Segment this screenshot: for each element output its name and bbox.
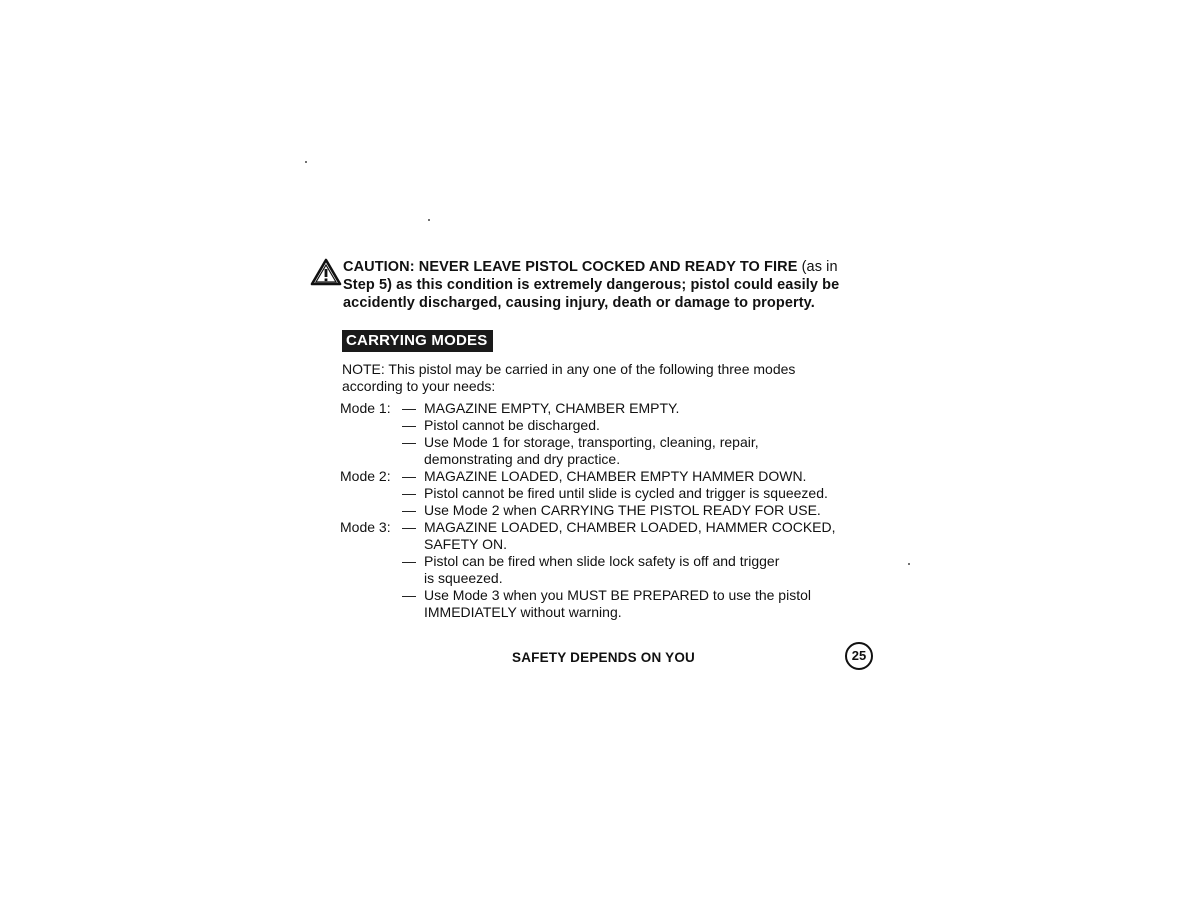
dash-bullet: — <box>402 519 416 535</box>
note-line: NOTE: This pistol may be carried in any one of the following three modes <box>342 361 796 377</box>
note-paragraph <box>342 361 862 395</box>
dash-bullet: — <box>402 587 416 603</box>
mode-label: Mode 2: <box>340 468 391 484</box>
dash-bullet: — <box>402 434 416 450</box>
note-line: according to your needs: <box>342 378 496 394</box>
item-line: MAGAZINE LOADED, CHAMBER EMPTY HAMMER DOWN. <box>424 468 807 484</box>
footer-text: SAFETY DEPENDS ON YOU <box>512 650 695 665</box>
mode-label: Mode 1: <box>340 400 391 416</box>
scan-speck <box>908 563 910 565</box>
caution-line: CAUTION: NEVER LEAVE PISTOL COCKED AND READY TO FIRE (as in <box>343 259 838 275</box>
item-line: is squeezed. <box>424 570 503 586</box>
caution-line: Step 5) as this condition is extremely dangerous; pistol could easily be <box>343 277 840 293</box>
mode-items <box>402 468 900 519</box>
item-line: Pistol cannot be fired until slide is cycled and trigger is squeezed. <box>424 485 828 501</box>
item-line: MAGAZINE LOADED, CHAMBER LOADED, HAMMER COCKED, <box>424 519 836 535</box>
scan-speck <box>428 219 430 221</box>
list-item <box>402 553 900 587</box>
caution-text <box>310 258 880 312</box>
mode-entry <box>340 468 900 519</box>
item-line: demonstrating and dry practice. <box>424 451 621 467</box>
page-number: 25 <box>845 642 873 670</box>
section-heading: CARRYING MODES <box>342 330 493 352</box>
item-line: IMMEDIATELY without warning. <box>424 604 622 620</box>
caution-line: accidently discharged, causing injury, death or damage to property. <box>343 295 815 311</box>
item-line: Pistol can be fired when slide lock safety is off and trigger <box>424 553 780 569</box>
list-item <box>402 485 900 502</box>
dash-bullet: — <box>402 400 416 416</box>
mode-entry <box>340 400 900 468</box>
modes-list <box>340 400 900 621</box>
warning-triangle-icon <box>310 258 342 286</box>
dash-bullet: — <box>402 417 416 433</box>
dash-bullet: — <box>402 485 416 501</box>
list-item <box>402 400 900 417</box>
mode-items <box>402 400 900 468</box>
item-line: MAGAZINE EMPTY, CHAMBER EMPTY. <box>424 400 680 416</box>
dash-bullet: — <box>402 502 416 518</box>
mode-entry <box>340 519 900 621</box>
mode-items <box>402 519 900 621</box>
item-line: Use Mode 2 when CARRYING THE PISTOL READY FOR USE. <box>424 502 821 518</box>
caution-block <box>310 258 880 312</box>
list-item <box>402 468 900 485</box>
dash-bullet: — <box>402 553 416 569</box>
list-item <box>402 417 900 434</box>
item-line: Use Mode 3 when you MUST BE PREPARED to use the pistol <box>424 587 811 603</box>
list-item <box>402 502 900 519</box>
list-item <box>402 434 900 468</box>
mode-label: Mode 3: <box>340 519 391 535</box>
list-item <box>402 519 900 553</box>
scan-speck <box>305 161 307 163</box>
list-item <box>402 587 900 621</box>
item-line: Use Mode 1 for storage, transporting, cleaning, repair, <box>424 434 759 450</box>
item-line: Pistol cannot be discharged. <box>424 417 600 433</box>
dash-bullet: — <box>402 468 416 484</box>
item-line: SAFETY ON. <box>424 536 507 552</box>
